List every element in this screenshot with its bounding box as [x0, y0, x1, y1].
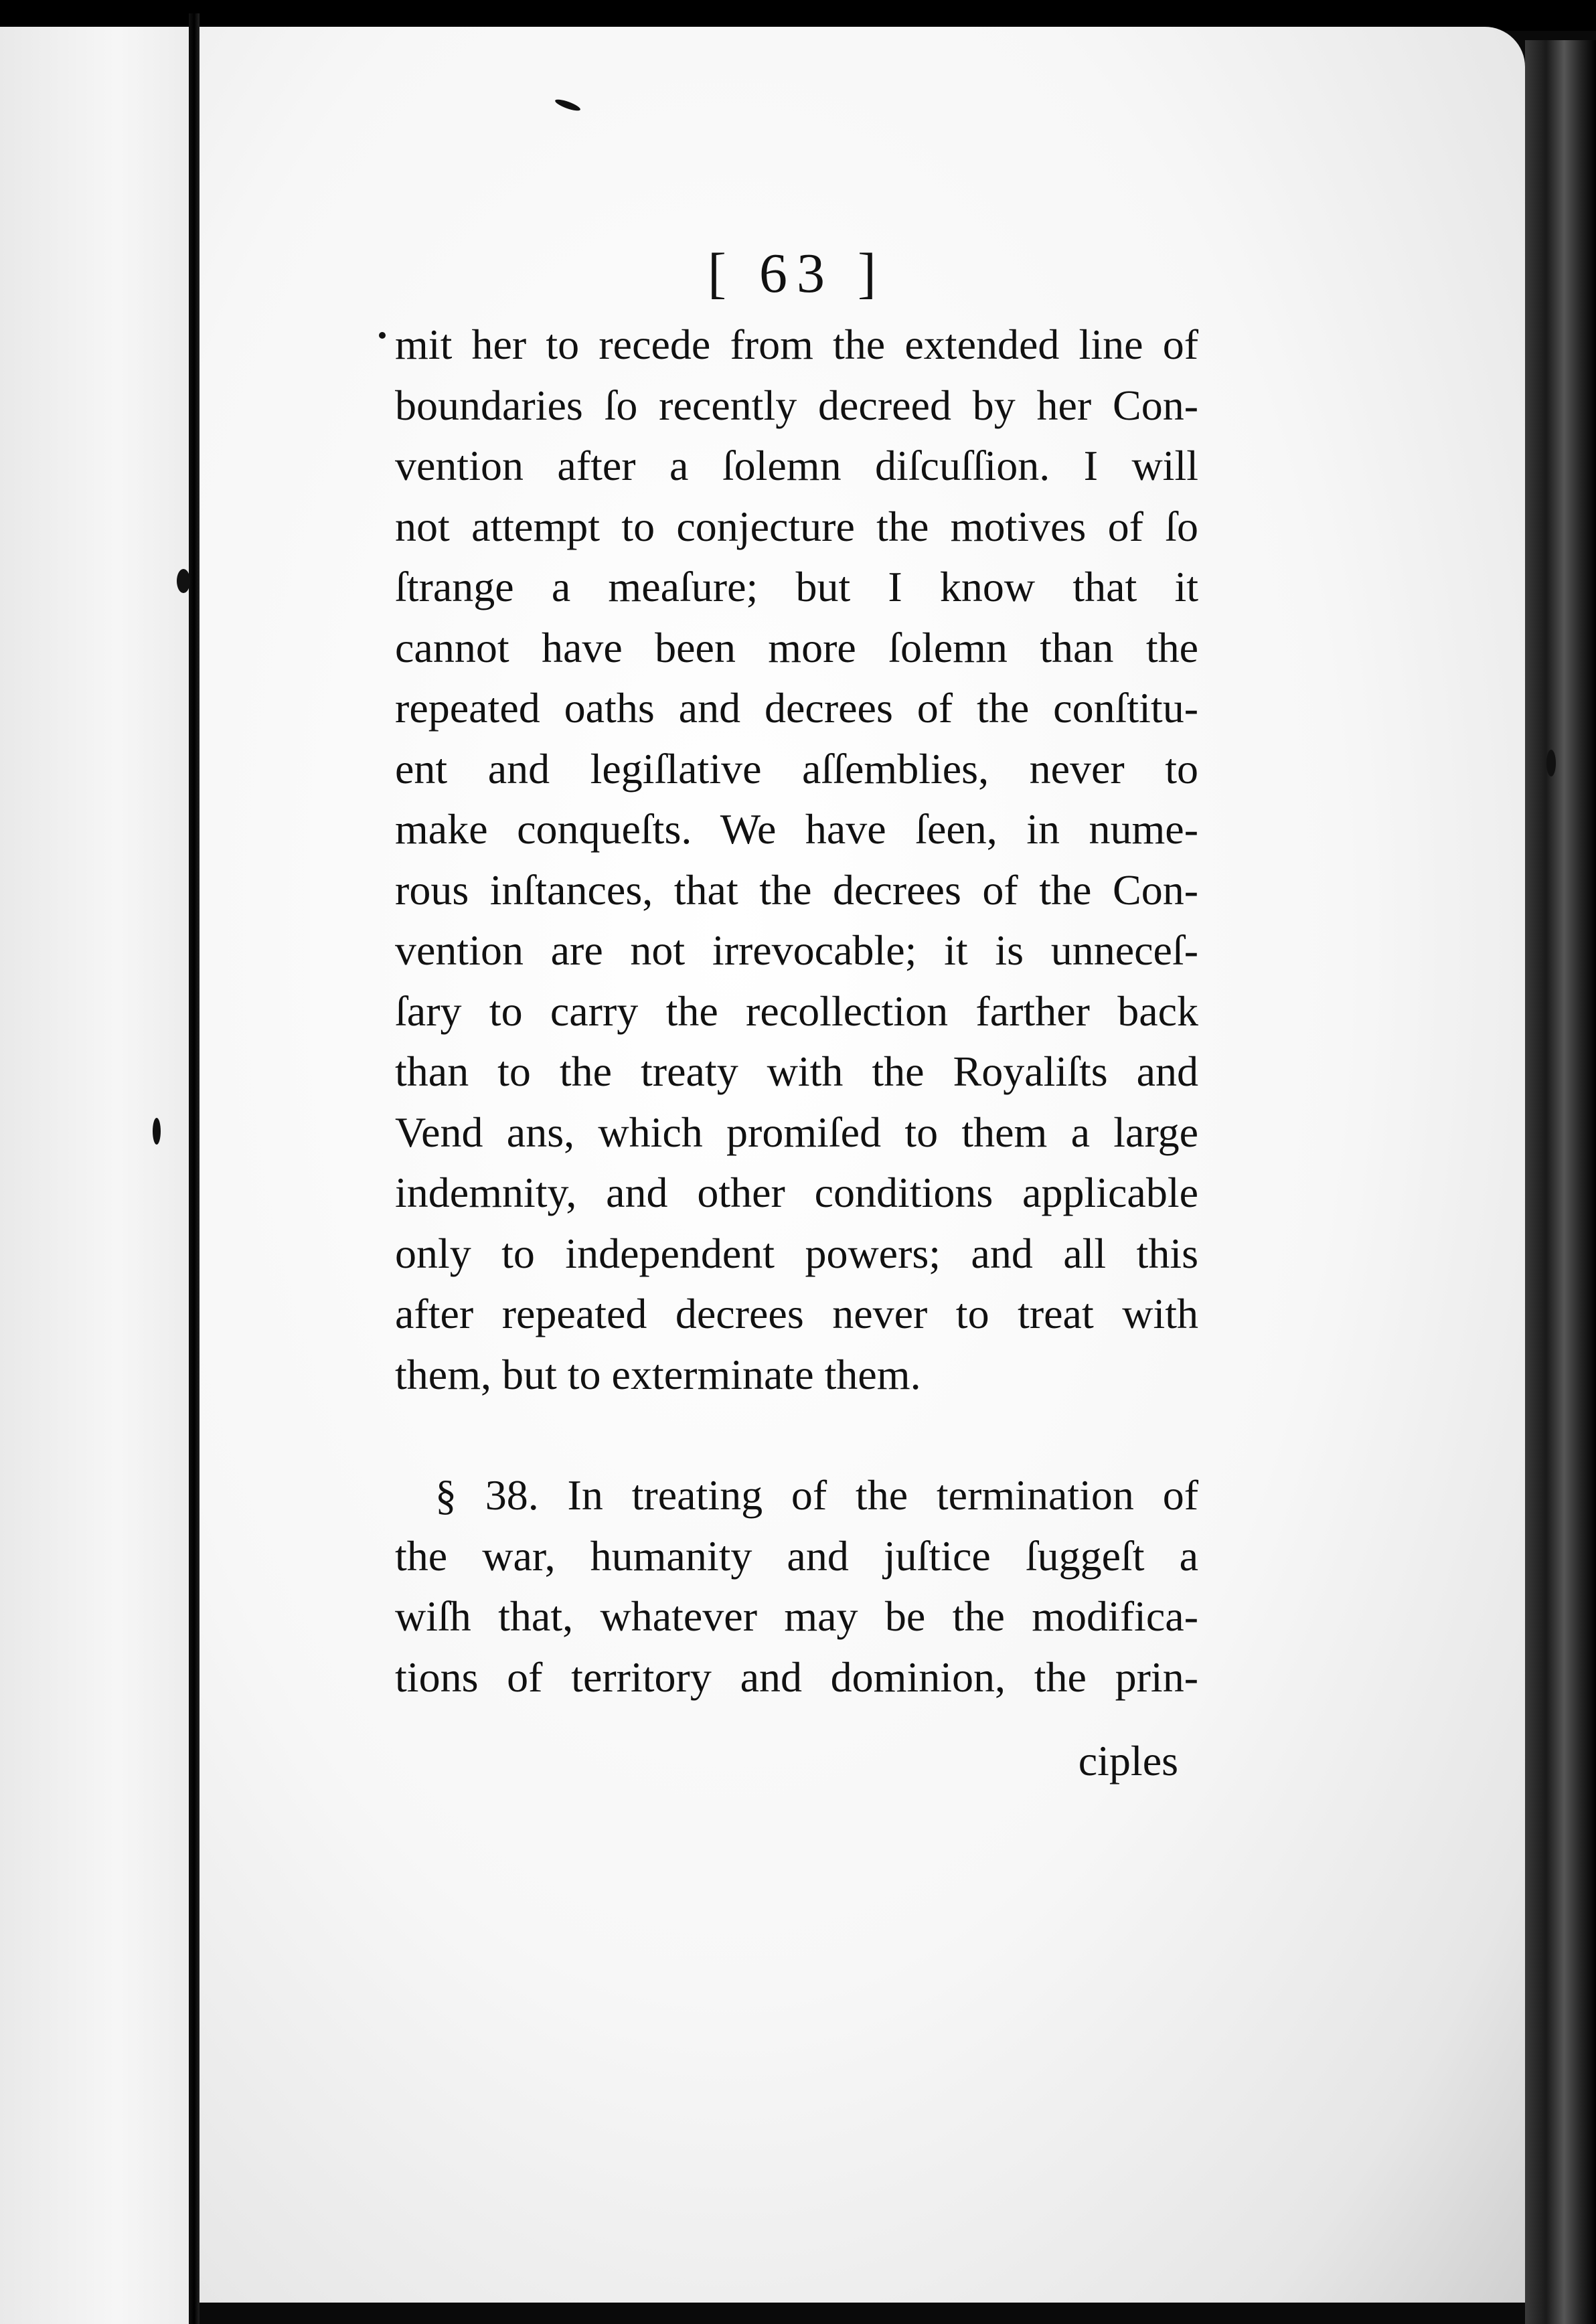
text-line: boundaries ſo recently decreed by her Con-	[395, 381, 1198, 429]
text-line: than to the treaty with the Royaliſts and	[395, 1048, 1198, 1095]
ink-speck	[379, 332, 386, 339]
page-fore-edge	[1525, 40, 1596, 2324]
text-line: vention are not irrevocable; it is unneceſ-	[395, 926, 1198, 974]
text-line: wiſh that, whatever may be the modifica-	[395, 1592, 1198, 1640]
binding-gutter	[189, 13, 200, 2324]
text-line: make conqueſts. We have ſeen, in nume-	[395, 805, 1198, 853]
body-text	[395, 315, 1198, 1708]
text-line: tions of territory and dominion, the prin-	[395, 1653, 1198, 1701]
text-line: Vend ans, which promiſed to them a large	[395, 1108, 1198, 1156]
catchword: ciples	[1078, 1737, 1178, 1784]
text-line: the war, humanity and juſtice ſuggeſt a	[395, 1531, 1198, 1580]
text-line: only to independent powers; and all this	[395, 1229, 1198, 1277]
facing-page-edge	[0, 27, 195, 2324]
text-line: rous inſtances, that the decrees of the Con-	[395, 865, 1198, 914]
text-line: cannot have been more ſolemn than the	[395, 623, 1198, 671]
text-line: them, but to exterminate them.	[395, 1350, 921, 1398]
paragraph-gap	[395, 1405, 1198, 1465]
ink-speck	[1546, 750, 1556, 776]
text-line: repeated oaths and decrees of the conſtitu-	[395, 684, 1198, 732]
page-number: [ 63 ]	[708, 242, 886, 305]
text-line: ſtrange a meaſure; but I know that it	[395, 563, 1198, 610]
text-line: mit her to recede from the extended line of	[395, 321, 1198, 368]
text-line: vention after a ſolemn diſcuſſion. I will	[395, 442, 1198, 489]
text-line: ſary to carry the recollection farther back	[395, 987, 1198, 1035]
ink-speck	[153, 1118, 161, 1145]
text-line: § 38. In treating of the termination of	[435, 1471, 1198, 1519]
text-line: indemnity, and other conditions applicable	[395, 1169, 1198, 1216]
text-line: ent and legiſlative aſſemblies, never to	[395, 744, 1198, 793]
text-line: after repeated decrees never to treat with	[395, 1290, 1198, 1337]
text-line: not attempt to conjecture the motives of ſo	[395, 502, 1198, 550]
ink-speck	[177, 569, 190, 593]
